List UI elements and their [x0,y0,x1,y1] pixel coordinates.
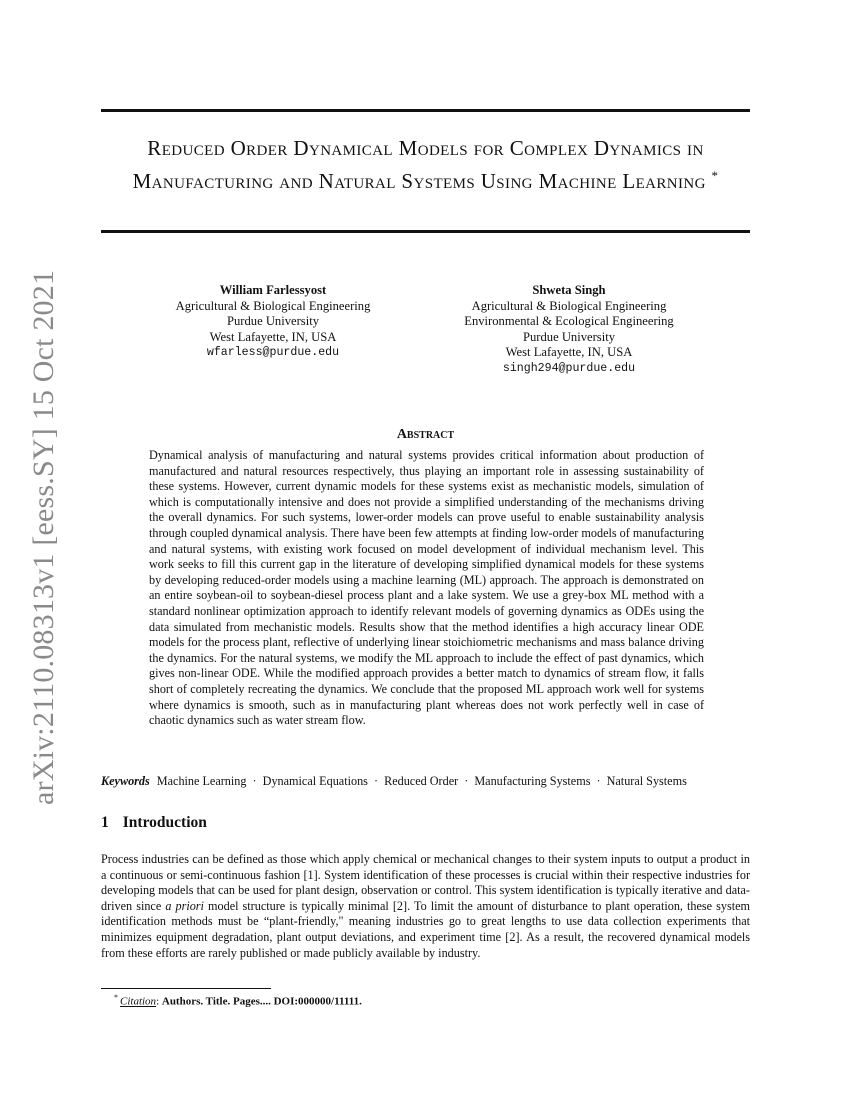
keyword: Dynamical Equations [262,774,368,788]
keyword: Natural Systems [606,774,687,788]
author-affiliation: Purdue University [227,314,319,328]
intro-emphasis: a priori [165,898,204,913]
title-top-rule [101,109,750,112]
author-block-2 [419,283,719,376]
section-number: 1 [101,814,109,831]
title-footnote-marker: * [711,168,719,183]
footnote-citation-label[interactable]: Citation [120,995,157,1008]
footnote-marker: * [114,993,118,1002]
author-affiliation: West Lafayette, IN, USA [505,345,633,359]
author-email[interactable]: singh294@purdue.edu [502,361,636,375]
arxiv-stamp: arXiv:2110.08313v1 [eess.SY] 15 Oct 2021 [27,269,60,805]
author-affiliation: Agricultural & Biological Engineering [471,298,667,313]
author-name: William Farlessyost [219,283,327,297]
keyword-separator: · [252,774,257,788]
intro-text-part1: Process industries can be defined as those which apply chemical or mechanical changes to their system inputs to output a product in a continuous or semi-continuous fashion [1]. System identification of these processes is crucial within their respective industries for developing models that can be used for plant design, observation or control. This system identification is typically iterative and data-driven since [101,852,750,913]
author-name: Shweta Singh [532,283,606,297]
abstract-heading: Abstract [396,427,455,442]
abstract-text: Dynamical analysis of manufacturing and natural systems provides critical information about production of manufactured and natural resources respectively, thus playing an important role in assessing sustainability of these systems. However, current dynamic models for these systems exist as mechanistic models, simulation of which is computationally intensive and does not provide a simplified understanding of the mechanisms driving the overall dynamics. For such systems, lower-order models can prove useful to enable sustainability analysis through coupled dynamical analysis. There have been few attempts at finding low-order models of manufacturing and natural systems, with existing work focused on model development of individual mechanism level. This work seeks to fill this current gap in the literature of developing simplified dynamical models for these systems by developing reduced-order models using a machine learning (ML) approach. The approach is demonstrated on an entire soybean-oil to soybean-diesel process plant and a lake system. We use a grey-box ML method with a standard nonlinear optimization approach to identify relevant models of governing dynamics as ODEs using the data simulated from mechanistic models. Results show that the method identifies a high accuracy linear ODE models for the process plant, reflective of underlying linear stoichiometric mechanisms and mass balance driving the dynamics. For the natural systems, we modify the ML approach to include the effect of past dynamics, which gives non-linear ODE. While the modified approach provides a better match to dynamics of stream flow, it falls short of completely recreating the dynamics. We conclude that the proposed ML approach work well for systems where dynamics is smooth, such as in manufacturing plant whereas does not work perfectly well in case of chaotic dynamics such as water stream flow. [149,448,704,728]
keyword: Machine Learning [156,774,247,788]
footnote-rule [101,988,271,989]
keyword-separator: · [596,774,601,788]
keyword-separator: · [373,774,379,788]
author-email[interactable]: wfarless@purdue.edu [206,346,340,359]
keyword-separator: · [464,774,469,788]
title-bottom-rule [101,230,750,233]
author-affiliation: Environmental & Ecological Engineering [464,314,674,328]
keyword: Reduced Order [384,774,459,788]
paper-title-text: Reduced Order Dynamical Models for Complex Dynamics in Manufacturing and Natural Systems Using Machine Learning [132,136,706,193]
keywords-label: Keywords [101,774,150,788]
keyword: Manufacturing Systems [474,774,591,788]
section-title: Introduction [122,814,207,831]
keywords-line [101,774,761,789]
footnote-colon: : [156,995,162,1008]
footnote [114,991,362,1009]
author-affiliation: Agricultural & Biological Engineering [175,298,371,313]
footnote-text: Authors. Title. Pages.... DOI:000000/11111. [161,995,362,1008]
author-affiliation: West Lafayette, IN, USA [209,329,337,344]
section-heading [101,814,207,832]
paper-title [101,134,750,195]
author-affiliation: Purdue University [523,329,615,344]
intro-text-part2: model structure is typically minimal [2]. To limit the amount of disturbance to plant operation, these system identification methods must be “plant-friendly," meaning industries go to great lengths to use data collection experiments that minimizes equipment degradation, plant output deviations, and experiment time [2]. As a result, the recovered dynamical models from these efforts are rarely published or made publicly available by industry. [101,898,750,960]
author-block-1 [123,283,423,361]
intro-paragraph [101,852,750,961]
